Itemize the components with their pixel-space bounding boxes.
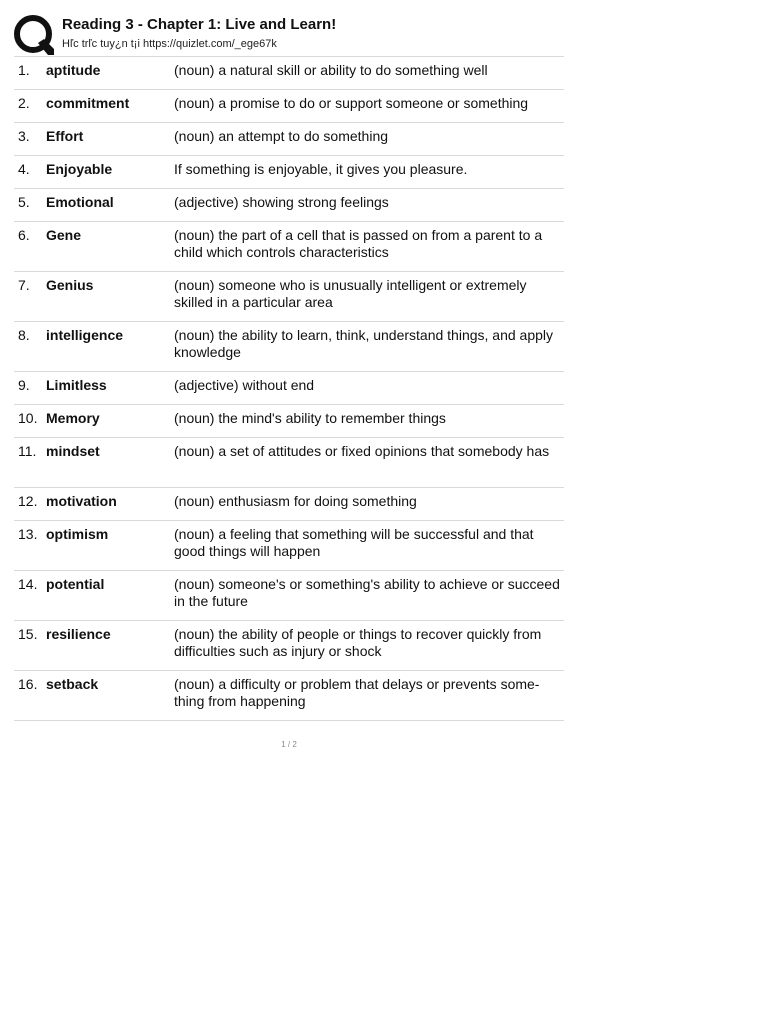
- table-row: [14, 90, 564, 123]
- quizlet-logo-icon: [14, 15, 54, 57]
- table-row: [14, 571, 564, 621]
- term-number: 8.: [18, 327, 30, 343]
- term-definition: (noun) the ability to learn, think, understand things, and apply knowledge: [174, 327, 554, 360]
- term-word: resilience: [46, 626, 111, 642]
- page-subtitle: Hľc trľc tuy¿n t¡i https://quizlet.com/_ege67k: [62, 38, 277, 50]
- term-definition: (noun) someone who is unusually intelligent or extremely skilled in a particular area: [174, 277, 527, 310]
- term-number: 10.: [18, 410, 38, 426]
- term-word: motivation: [46, 493, 117, 509]
- term-number: 5.: [18, 194, 30, 210]
- term-word: intelligence: [46, 327, 124, 343]
- page-indicator: 1 / 2: [281, 740, 297, 749]
- table-row: [14, 438, 564, 488]
- term-definition: (noun) a difficulty or problem that delays or prevents some-thing from happening: [174, 676, 540, 709]
- term-definition: (noun) a natural skill or ability to do something well: [174, 62, 488, 78]
- term-number: 2.: [18, 95, 30, 111]
- table-row: [14, 405, 564, 438]
- term-definition: (noun) enthusiasm for doing something: [174, 493, 417, 509]
- table-row: [14, 488, 564, 521]
- term-definition: (noun) the ability of people or things to recover quickly from difficulties such as injury or shock: [174, 626, 542, 659]
- term-number: 9.: [18, 377, 30, 393]
- term-word: commitment: [46, 95, 130, 111]
- table-row: [14, 272, 564, 322]
- term-number: 12.: [18, 493, 38, 509]
- term-number: 4.: [18, 161, 30, 177]
- term-word: Memory: [46, 410, 100, 426]
- term-word: optimism: [46, 526, 109, 542]
- term-definition: (noun) a promise to do or support someone or something: [174, 95, 529, 111]
- table-row: [14, 621, 564, 671]
- term-number: 3.: [18, 128, 30, 144]
- term-word: Effort: [46, 128, 84, 144]
- term-definition: (noun) a set of attitudes or fixed opinions that somebody has: [174, 443, 550, 459]
- term-definition: (noun) an attempt to do something: [174, 128, 389, 144]
- term-word: Gene: [46, 227, 82, 243]
- term-number: 16.: [18, 676, 38, 692]
- term-definition: (adjective) showing strong feelings: [174, 194, 389, 210]
- term-number: 14.: [18, 576, 38, 592]
- table-row: [14, 222, 564, 272]
- term-number: 11.: [18, 443, 37, 459]
- term-word: Genius: [46, 277, 94, 293]
- term-word: mindset: [46, 443, 100, 459]
- term-number: 15.: [18, 626, 38, 642]
- page-title: Reading 3 - Chapter 1: Live and Learn!: [62, 16, 337, 33]
- vocabulary-table: [14, 56, 564, 721]
- term-definition: If something is enjoyable, it gives you pleasure.: [174, 161, 468, 177]
- term-word: Limitless: [46, 377, 107, 393]
- term-word: potential: [46, 576, 105, 592]
- term-definition: (noun) a feeling that something will be successful and that good things will happen: [174, 526, 534, 559]
- term-definition: (noun) the mind's ability to remember things: [174, 410, 446, 426]
- term-number: 6.: [18, 227, 30, 243]
- term-definition: (noun) someone's or something's ability to achieve or succeed in the future: [174, 576, 560, 609]
- term-number: 1.: [18, 62, 30, 78]
- term-definition: (adjective) without end: [174, 377, 315, 393]
- term-word: aptitude: [46, 62, 101, 78]
- table-row: [14, 189, 564, 222]
- document-header: [14, 12, 566, 56]
- term-word: Emotional: [46, 194, 114, 210]
- term-number: 13.: [18, 526, 38, 542]
- table-row: [14, 372, 564, 405]
- table-row: [14, 322, 564, 372]
- term-definition: (noun) the part of a cell that is passed on from a parent to a child which controls characteristics: [174, 227, 543, 260]
- term-word: Enjoyable: [46, 161, 113, 177]
- table-row: [14, 671, 564, 721]
- term-word: setback: [46, 676, 99, 692]
- table-row: [14, 521, 564, 571]
- table-row: [14, 156, 564, 189]
- table-row: [14, 123, 564, 156]
- term-number: 7.: [18, 277, 30, 293]
- table-row: [14, 57, 564, 90]
